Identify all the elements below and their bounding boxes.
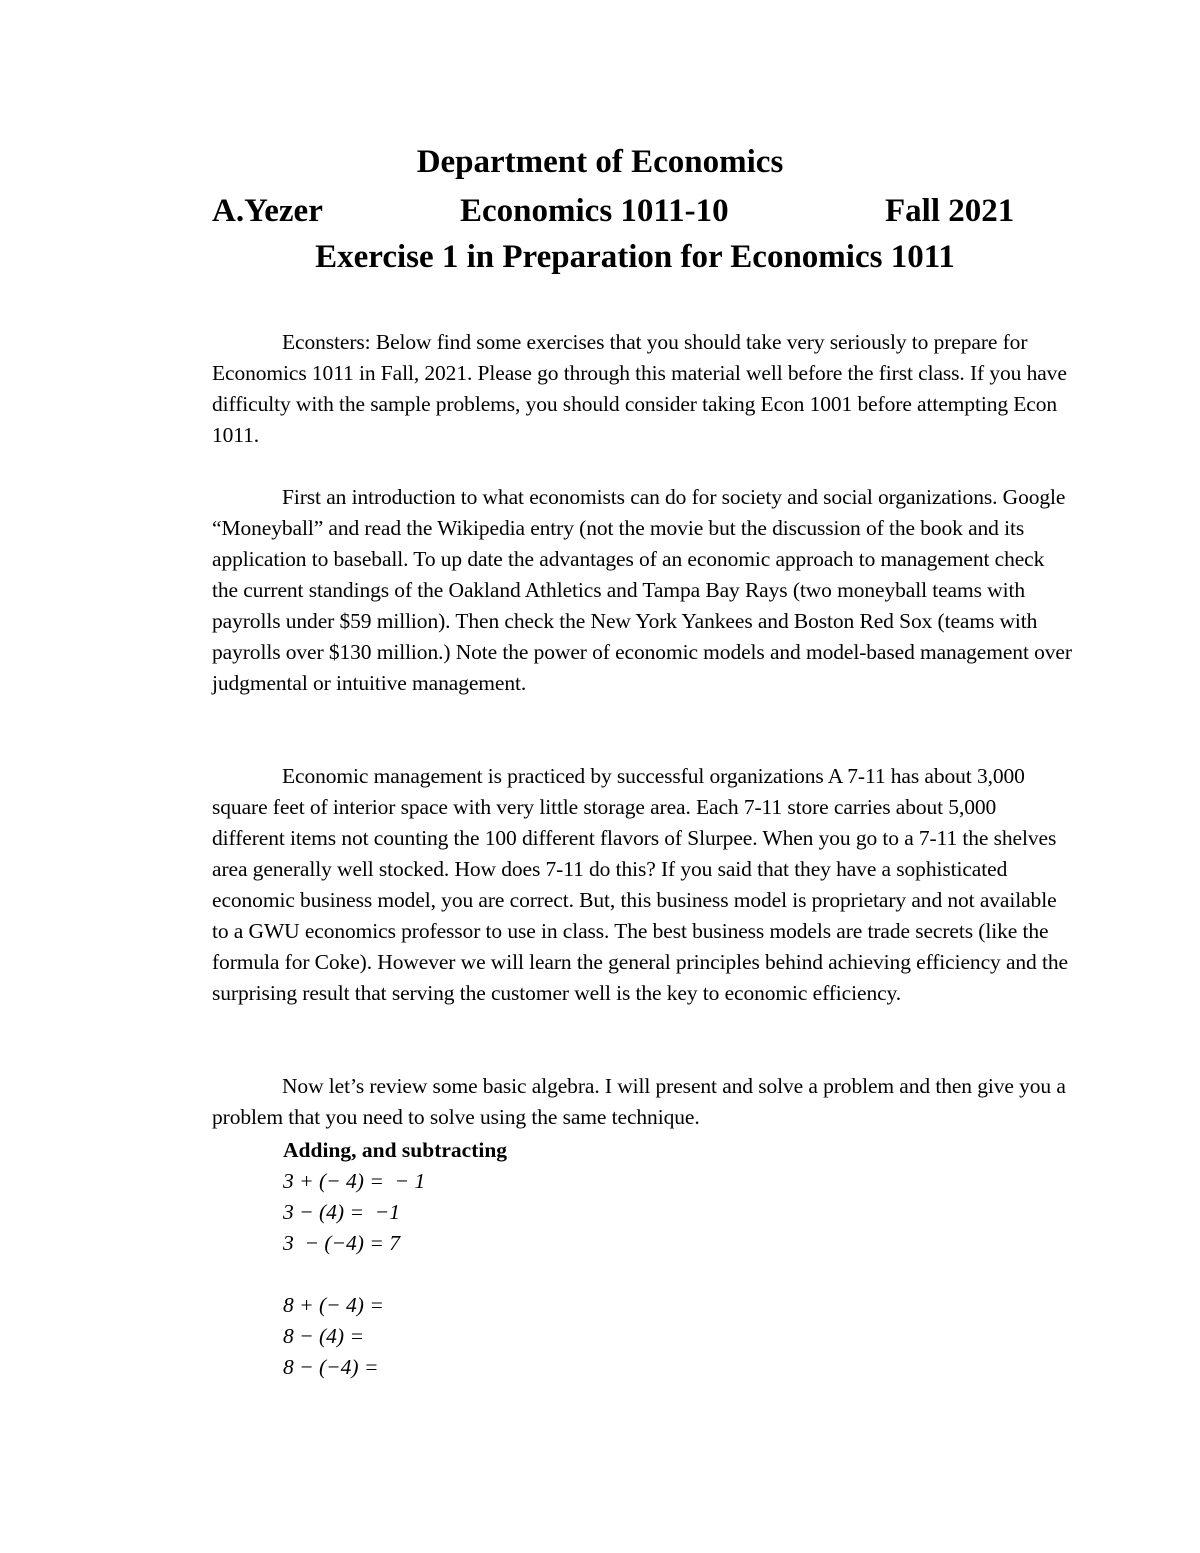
paragraph-text: First an introduction to what economists can do for society and social organizations. Google “Moneyball” and read the Wikipedia entry (not the movie but the discussion of the book and its application to baseball. To up date the advantages of an economic approach to management check the current standings of the Oakland Athletics and Tampa Bay Rays (two moneyball teams with payrolls under $59 million). Then check the New York Yankees and Boston Red Sox (teams with payrolls over $130 million.) Note the power of economic models and model-based management over judgmental or intuitive management. bbox=[212, 485, 1072, 695]
paragraph-text: Economic management is practiced by successful organizations A 7-11 has about 3,000 square feet of interior space with very little storage area. Each 7-11 store carries about 5,000 different items not counting the 100 different flavors of Slurpee. When you go to a 7-11 the shelves area generally well stocked. How does 7-11 do this? If you said that they have a sophisticated economic business model, you are correct. But, this business model is proprietary and not available to a GWU economics professor to use in class. The best business models are trade secrets (like the formula for Coke). However we will learn the general principles behind achieving efficiency and the surprising result that serving the customer well is the key to economic efficiency. bbox=[212, 764, 1068, 1005]
intro-paragraph bbox=[212, 327, 1072, 451]
economic-management-paragraph bbox=[212, 761, 1072, 1009]
department-heading: Department of Economics bbox=[416, 144, 784, 180]
exercise-equation: 8 − (−4) = bbox=[283, 1355, 379, 1379]
moneyball-paragraph bbox=[212, 482, 1072, 699]
exercise-equation: 8 − (4) = bbox=[283, 1324, 364, 1348]
example-equation: 3 − (4) = −1 bbox=[283, 1200, 400, 1224]
course-code: Economics 1011-10 bbox=[460, 193, 729, 229]
paragraph-text: Econsters: Below find some exercises that you should take very seriously to prepare for Economics 1011 in Fall, 2021. Please go through this material well before the first class. If you have difficulty with the sample problems, you should consider taking Econ 1001 before attempting Econ 1011. bbox=[212, 330, 1067, 447]
term-label: Fall 2021 bbox=[885, 193, 1015, 229]
paragraph-text: Now let’s review some basic algebra. I will present and solve a problem and then give you a problem that you need to solve using the same technique. bbox=[212, 1074, 1066, 1129]
exercise-title: Exercise 1 in Preparation for Economics 1011 bbox=[315, 239, 955, 275]
example-equation: 3 + (− 4) = − 1 bbox=[283, 1169, 426, 1193]
author-name: A.Yezer bbox=[212, 193, 323, 229]
example-equation: 3 − (−4) = 7 bbox=[283, 1231, 400, 1255]
exercise-equation: 8 + (− 4) = bbox=[283, 1293, 384, 1317]
algebra-review-paragraph bbox=[212, 1071, 1072, 1133]
section-heading: Adding, and subtracting bbox=[283, 1138, 508, 1162]
